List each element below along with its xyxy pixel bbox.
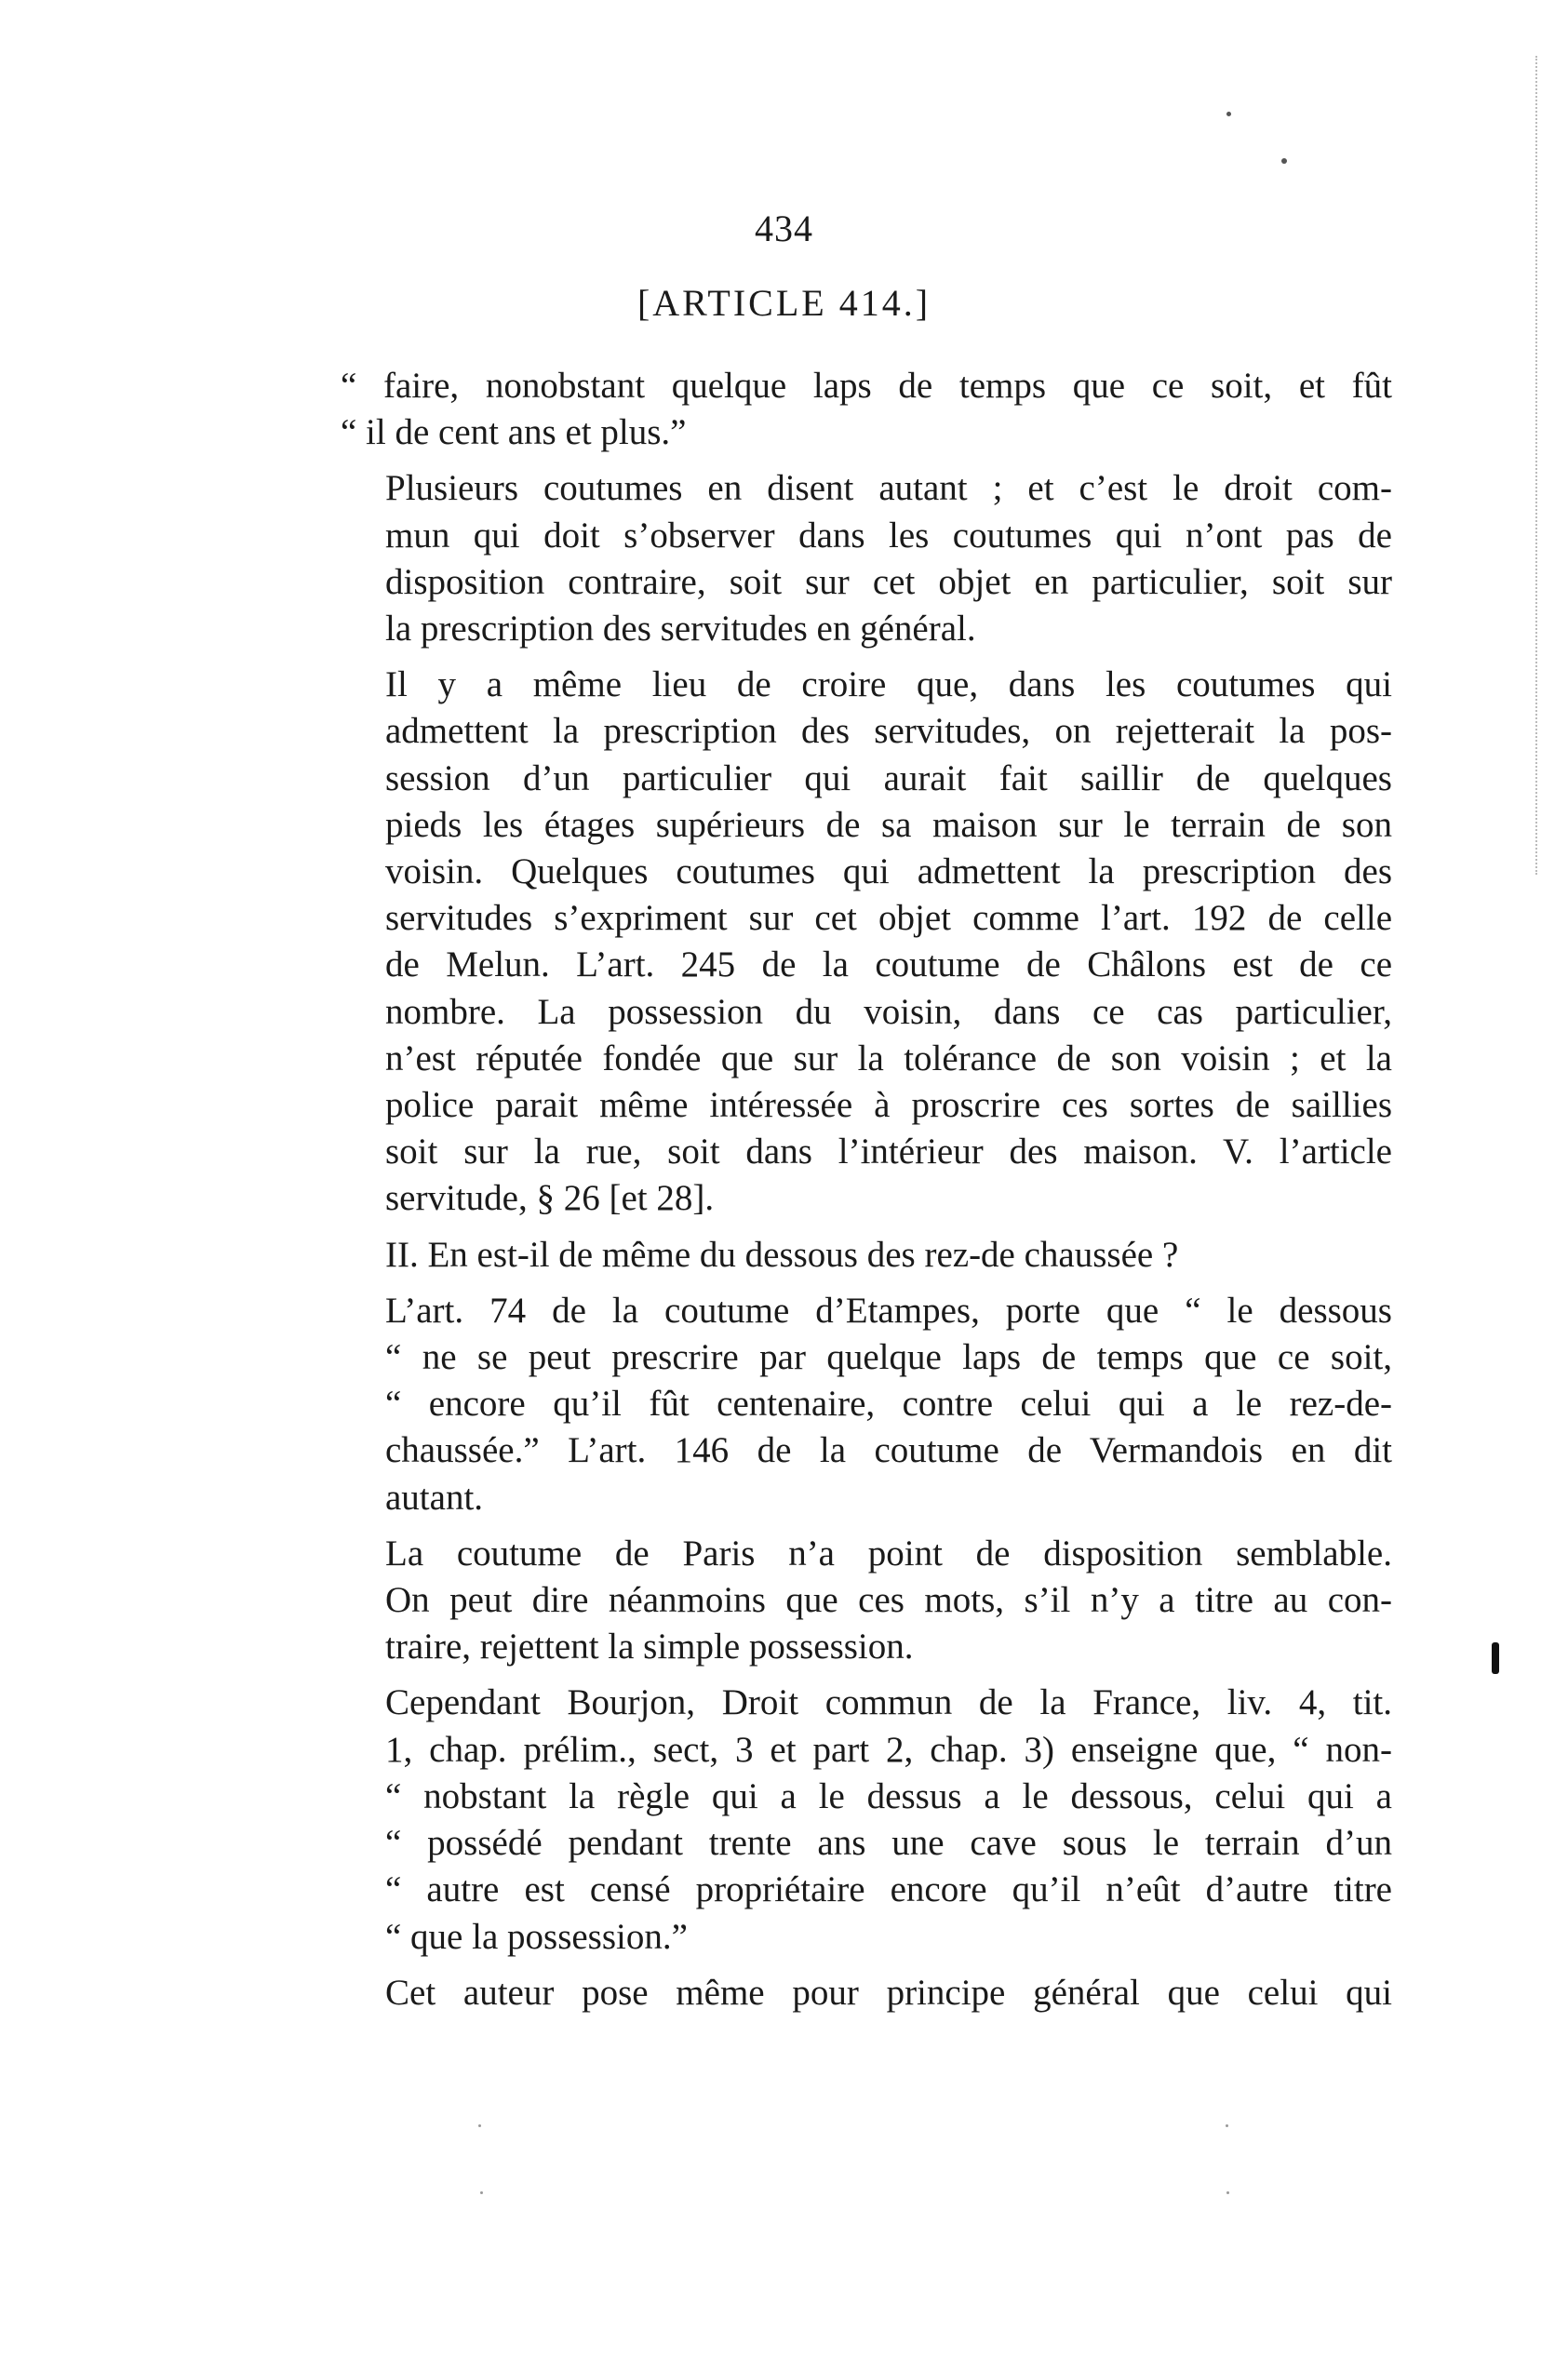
paragraph-6 — [341, 1531, 1392, 1671]
paragraph-1 — [341, 363, 1392, 456]
text-line: “ que la possession.” — [385, 1916, 688, 1957]
text-line: Plusieurs coutumes en disent autant ; et c’est le droit com- — [385, 468, 1392, 509]
text-line: “ encore qu’il fût centenaire, contre celui qui a le rez-de- — [385, 1384, 1392, 1425]
text-line: voisin. Quelques coutumes qui admettent la prescription des — [385, 851, 1392, 892]
text-line: “ faire, nonobstant quelque laps de temps que ce soit, et fût — [341, 366, 1392, 406]
text-line: Cependant Bourjon, Droit commun de la France, liv. 4, tit. — [385, 1682, 1392, 1723]
text-line: On peut dire néanmoins que ces mots, s’il n’y a titre au con- — [385, 1580, 1392, 1621]
text-line: n’est réputée fondée que sur la tolérance de son voisin ; et la — [385, 1038, 1392, 1078]
paragraph-4 — [341, 1232, 1392, 1279]
page-edge-dots — [1535, 56, 1539, 875]
margin-ink-mark — [1492, 1642, 1499, 1674]
text-line: 1, chap. prélim., sect, 3 et part 2, chap. 3) enseigne que, “ non- — [385, 1729, 1392, 1770]
page-number: 434 — [755, 208, 813, 249]
text-line: soit sur la rue, soit dans l’intérieur des maison. V. l’article — [385, 1132, 1392, 1172]
ink-speck — [1226, 2124, 1228, 2127]
text-line: “ autre est censé propriétaire encore qu’il n’eût d’autre titre — [385, 1869, 1392, 1910]
text-line: session d’un particulier qui aurait fait saillir de quelques — [385, 757, 1392, 798]
ink-speck — [1281, 158, 1287, 164]
text-line: disposition contraire, soit sur cet objet en particulier, soit sur — [385, 561, 1392, 602]
text-line: pieds les étages supérieurs de sa maison sur le terrain de son — [385, 804, 1392, 845]
running-head: [ARTICLE 414.] — [637, 282, 931, 324]
text-line: servitude, § 26 [et 28]. — [385, 1178, 715, 1219]
text-line: servitudes s’expriment sur cet objet comme l’art. 192 de celle — [385, 898, 1392, 939]
text-line: Il y a même lieu de croire que, dans les coutumes qui — [385, 664, 1392, 705]
paragraph-5 — [341, 1288, 1392, 1521]
ink-speck — [1226, 112, 1231, 116]
text-line: mun qui doit s’observer dans les coutumes qui n’ont pas de — [385, 515, 1392, 556]
text-line: La coutume de Paris n’a point de disposition semblable. — [385, 1533, 1392, 1574]
text-line: police parait même intéressée à proscrire ces sortes de saillies — [385, 1085, 1392, 1126]
text-line: “ possédé pendant trente ans une cave sous le terrain d’un — [385, 1823, 1392, 1864]
text-line: nombre. La possession du voisin, dans ce cas particulier, — [385, 991, 1392, 1032]
text-line: “ nobstant la règle qui a le dessus a le dessous, celui qui a — [385, 1775, 1392, 1816]
text-line: traire, rejettent la simple possession. — [385, 1627, 914, 1667]
text-line: admettent la prescription des servitudes, on rejetterait la pos- — [385, 711, 1392, 752]
text-line: “ il de cent ans et plus.” — [341, 412, 687, 453]
text-line: II. En est-il de même du dessous des rez-de chaussée ? — [385, 1234, 1179, 1275]
paragraph-7 — [341, 1680, 1392, 1960]
text-line: de Melun. L’art. 245 de la coutume de Châlons est de ce — [385, 944, 1392, 985]
text-line: autant. — [385, 1477, 484, 1518]
ink-speck — [480, 2191, 483, 2194]
ink-speck — [1226, 2191, 1229, 2194]
paragraph-2 — [341, 465, 1392, 652]
body-text — [341, 363, 1392, 2026]
paragraph-3 — [341, 662, 1392, 1222]
text-line: L’art. 74 de la coutume d’Etampes, porte que “ le dessous — [385, 1290, 1392, 1331]
text-line: la prescription des servitudes en général. — [385, 609, 976, 650]
paragraph-8 — [341, 1970, 1392, 2016]
text-line: “ ne se peut prescrire par quelque laps de temps que ce soit, — [385, 1337, 1392, 1378]
text-line: Cet auteur pose même pour principe général que celui qui — [385, 1972, 1392, 2013]
ink-speck — [478, 2124, 481, 2127]
text-line: chaussée.” L’art. 146 de la coutume de Vermandois en dit — [385, 1430, 1392, 1471]
